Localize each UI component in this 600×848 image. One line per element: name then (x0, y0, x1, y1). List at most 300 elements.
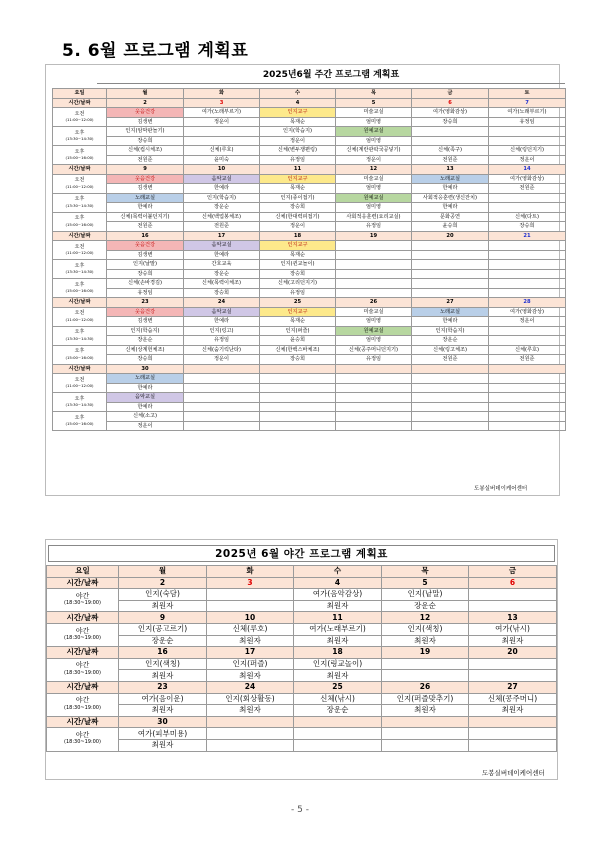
program-cell (336, 393, 412, 403)
weekly-table (52, 88, 566, 431)
program-cell: 인지교구 (260, 108, 336, 118)
evening-program-row (47, 728, 557, 740)
weekly-program-row (53, 184, 566, 194)
program-cell (489, 260, 566, 270)
staff-cell: 한예라 (184, 184, 260, 194)
program-cell: 인지(공고르기) (119, 623, 207, 635)
time-slot-label (53, 345, 107, 364)
weekly-program-row (53, 250, 566, 260)
program-cell: 인지(색칭) (119, 658, 207, 670)
date-cell: 19 (382, 647, 469, 659)
weekly-date-row (53, 364, 566, 374)
staff-cell (336, 383, 412, 393)
program-cell (207, 589, 294, 601)
program-cell (469, 728, 557, 740)
date-cell: 20 (412, 231, 489, 241)
time-slot-range: (13:30~14:30) (65, 136, 94, 141)
time-slot-name: 야간 (75, 626, 90, 635)
staff-cell (260, 383, 336, 393)
weekly-program-row (53, 374, 566, 384)
time-slot-label (53, 193, 107, 212)
program-cell: 여가(노래부르기) (184, 108, 260, 118)
time-date-label: 시간/날짜 (47, 612, 119, 624)
date-cell: 30 (107, 364, 184, 374)
staff-cell (469, 670, 557, 682)
date-cell: 5 (336, 98, 412, 108)
program-cell: 원예교실 (336, 193, 412, 203)
evening-header-cell: 화 (207, 566, 294, 578)
staff-cell: 유정임 (260, 155, 336, 165)
program-cell: 신체(한대력피접기) (260, 212, 336, 222)
date-cell: 17 (207, 647, 294, 659)
staff-cell: 목재순 (260, 317, 336, 327)
program-cell: 인지(회상활동) (207, 693, 294, 705)
date-cell: 6 (412, 98, 489, 108)
program-cell: 인지(색칭) (382, 623, 469, 635)
date-cell: 7 (489, 98, 566, 108)
program-cell (489, 412, 566, 422)
time-date-label: 시간/날짜 (47, 716, 119, 728)
time-slot-range: (13:30~14:30) (65, 335, 94, 341)
evening-date-row (47, 577, 557, 589)
staff-cell: 유정임 (260, 288, 336, 298)
staff-cell (489, 203, 566, 213)
page-number: - 5 - (291, 805, 309, 815)
staff-cell (489, 336, 566, 346)
date-cell: 3 (207, 577, 294, 589)
evening-program-row (47, 739, 557, 751)
program-cell: 여가(노래부르기) (294, 623, 382, 635)
program-cell: 인지(숙담) (119, 589, 207, 601)
date-cell: 12 (336, 165, 412, 175)
staff-cell: 장승희 (412, 117, 489, 127)
staff-cell (382, 739, 469, 751)
staff-cell: 장승희 (107, 136, 184, 146)
staff-cell (184, 136, 260, 146)
staff-cell: 정운이 (260, 222, 336, 232)
weekly-header-cell: 금 (412, 89, 489, 99)
page-heading: 5. 6월 프로그램 계획표 (62, 41, 249, 61)
program-cell (412, 374, 489, 384)
date-cell: 23 (107, 298, 184, 308)
time-slot-range: (15:00~16:00) (65, 155, 94, 160)
program-cell: 신체(고리던지기) (260, 279, 336, 289)
program-cell: 인지(퀸교놀이) (260, 260, 336, 270)
weekly-header-cell: 토 (489, 89, 566, 99)
program-cell: 음악교실 (184, 174, 260, 184)
weekly-header-cell: 목 (336, 89, 412, 99)
program-cell (294, 728, 382, 740)
weekly-program-row (53, 193, 566, 203)
staff-cell: 최원자 (294, 635, 382, 647)
weekly-program-row (53, 326, 566, 336)
time-slot-name: 오전 (74, 310, 85, 317)
staff-cell: 엄미영 (336, 117, 412, 127)
weekly-date-row (53, 98, 566, 108)
time-slot-name: 오후 (74, 281, 85, 288)
program-cell: 웃음건강 (107, 108, 184, 118)
program-cell: 인지(학습지) (412, 326, 489, 336)
time-slot-label (53, 108, 107, 127)
staff-cell: 한예라 (184, 317, 260, 327)
program-cell: 신체(상계헌체조) (107, 345, 184, 355)
program-cell: 인지(날말) (107, 260, 184, 270)
staff-cell: 정운이 (489, 317, 566, 327)
staff-cell: 전원준 (489, 184, 566, 194)
time-slot-label (53, 146, 107, 165)
weekly-program-row (53, 383, 566, 393)
date-cell: 19 (336, 231, 412, 241)
staff-cell: 정운이 (107, 421, 184, 431)
time-slot-name: 오후 (74, 329, 85, 336)
staff-cell: 장승희 (260, 203, 336, 213)
time-slot-range: (18:30~19:00) (64, 600, 101, 607)
staff-cell (489, 269, 566, 279)
staff-cell (489, 421, 566, 431)
staff-cell: 최원자 (382, 635, 469, 647)
program-cell: 인지교구 (260, 174, 336, 184)
staff-cell (412, 136, 489, 146)
staff-cell: 한예라 (412, 203, 489, 213)
staff-cell (294, 739, 382, 751)
date-cell (184, 364, 260, 374)
staff-cell: 윤미숙 (184, 155, 260, 165)
staff-cell: 한예라 (184, 250, 260, 260)
date-cell (260, 364, 336, 374)
staff-cell (412, 402, 489, 412)
staff-cell: 장운순 (119, 635, 207, 647)
staff-cell (489, 288, 566, 298)
program-cell: 신체(링고체조) (412, 345, 489, 355)
date-cell: 13 (469, 612, 557, 624)
date-cell: 24 (184, 298, 260, 308)
staff-cell: 유정임 (336, 355, 412, 365)
weekly-program-row (53, 222, 566, 232)
date-cell (412, 364, 489, 374)
staff-cell: 정운이 (184, 355, 260, 365)
staff-cell: 장운순 (184, 269, 260, 279)
date-cell: 16 (119, 647, 207, 659)
program-cell: 인지(퍼즐맞추기) (382, 693, 469, 705)
program-cell: 신체(손바경김) (107, 279, 184, 289)
program-cell: 신체(족구) (412, 146, 489, 156)
staff-cell: 엄미영 (336, 336, 412, 346)
time-slot-range: (13:30~14:30) (65, 202, 94, 208)
time-slot-name: 오전 (74, 376, 85, 383)
time-slot-label (53, 307, 107, 326)
staff-cell (489, 136, 566, 146)
time-slot-name: 오후 (74, 348, 85, 355)
staff-cell: 장승희 (107, 355, 184, 365)
program-cell: 음악교실 (107, 393, 184, 403)
staff-cell (412, 250, 489, 260)
weekly-title: 2025년6월 주간 프로그램 계획표 (97, 67, 565, 84)
program-cell: 노래교실 (412, 307, 489, 317)
weekly-header-cell: 화 (184, 89, 260, 99)
date-cell: 16 (107, 231, 184, 241)
time-slot-label (47, 658, 119, 681)
program-cell: 미술교실 (336, 307, 412, 317)
time-slot-label (53, 174, 107, 193)
program-cell: 사회적응훈련(생신잔치) (412, 193, 489, 203)
staff-cell: 한예라 (412, 184, 489, 194)
program-cell: 여가(영화감상) (489, 307, 566, 317)
time-date-label: 시간/날짜 (53, 298, 107, 308)
program-cell (260, 412, 336, 422)
weekly-program-row (53, 317, 566, 327)
staff-cell (412, 383, 489, 393)
staff-cell: 최원자 (207, 670, 294, 682)
time-slot-name: 야간 (75, 661, 90, 670)
staff-cell: 최원자 (382, 705, 469, 717)
weekly-program-row (53, 421, 566, 431)
staff-cell: 한예라 (412, 317, 489, 327)
staff-cell: 전원준 (412, 355, 489, 365)
date-cell: 9 (119, 612, 207, 624)
program-cell (489, 279, 566, 289)
weekly-program-row (53, 117, 566, 127)
program-cell: 신체(숨기릭난타) (184, 345, 260, 355)
time-slot-label (53, 127, 107, 146)
program-cell: 노래교실 (107, 193, 184, 203)
program-cell (489, 127, 566, 137)
time-slot-range: (11:00~12:00) (65, 316, 94, 322)
program-cell: 음악교실 (184, 241, 260, 251)
time-slot-name: 오후 (74, 395, 85, 402)
date-cell: 5 (382, 577, 469, 589)
program-cell: 신체(백업봉체조) (184, 212, 260, 222)
weekly-program-row (53, 412, 566, 422)
program-cell (489, 374, 566, 384)
staff-cell (469, 600, 557, 612)
program-cell: 웃음건강 (107, 174, 184, 184)
date-cell: 2 (119, 577, 207, 589)
date-cell: 18 (260, 231, 336, 241)
program-cell: 신체(컵시체조) (107, 146, 184, 156)
date-cell (382, 716, 469, 728)
date-cell: 18 (294, 647, 382, 659)
weekly-program-row (53, 203, 566, 213)
time-slot-name: 오전 (74, 177, 85, 184)
staff-cell: 유정임 (336, 222, 412, 232)
staff-cell: 장승희 (260, 269, 336, 279)
program-cell (184, 127, 260, 137)
staff-cell: 유정임 (107, 288, 184, 298)
staff-cell (336, 288, 412, 298)
program-cell: 여가(음이운) (119, 693, 207, 705)
staff-cell: 장운순 (294, 705, 382, 717)
program-cell (489, 393, 566, 403)
time-slot-label (47, 623, 119, 646)
evening-footer: 도봉실버데이케어센터 (482, 769, 545, 777)
weekly-program-row (53, 402, 566, 412)
weekly-program-row (53, 260, 566, 270)
staff-cell: 장승희 (184, 288, 260, 298)
weekly-program-row (53, 336, 566, 346)
staff-cell: 최원자 (119, 739, 207, 751)
date-cell (294, 716, 382, 728)
time-slot-range: (15:00~16:00) (65, 221, 94, 227)
evening-header-cell: 수 (294, 566, 382, 578)
staff-cell: 김생변 (107, 117, 184, 127)
program-cell: 인지교구 (260, 307, 336, 317)
time-slot-range: (18:30~19:00) (64, 704, 101, 711)
staff-cell: 김생변 (107, 250, 184, 260)
program-cell (412, 393, 489, 403)
staff-cell: 최원자 (119, 600, 207, 612)
time-slot-range: (11:00~12:00) (65, 183, 94, 189)
time-slot-label (47, 693, 119, 716)
time-slot-label (53, 241, 107, 260)
evening-program-row (47, 623, 557, 635)
time-slot-name: 오후 (74, 148, 85, 155)
weekly-program-row (53, 355, 566, 365)
program-cell: 인지(링교놀이) (294, 658, 382, 670)
time-date-label: 시간/날짜 (53, 364, 107, 374)
program-cell: 노래교실 (412, 174, 489, 184)
date-cell: 6 (469, 577, 557, 589)
staff-cell: 김생변 (107, 317, 184, 327)
date-cell (336, 364, 412, 374)
program-cell: 웃음건강 (107, 307, 184, 317)
staff-cell: 전원준 (184, 222, 260, 232)
time-slot-range: (11:00~12:00) (65, 117, 94, 122)
date-cell: 2 (107, 98, 184, 108)
staff-cell: 최원자 (294, 670, 382, 682)
weekly-program-row (53, 279, 566, 289)
time-slot-label (53, 279, 107, 298)
evening-program-row (47, 635, 557, 647)
weekly-header-row (53, 89, 566, 99)
time-slot-name: 오후 (74, 414, 85, 421)
date-cell: 28 (489, 298, 566, 308)
time-slot-range: (11:00~12:00) (65, 383, 94, 388)
program-cell (412, 412, 489, 422)
time-slot-range: (15:00~16:00) (65, 288, 94, 293)
staff-cell: 한예라 (107, 383, 184, 393)
staff-cell: 장운순 (412, 336, 489, 346)
staff-cell (184, 421, 260, 431)
program-cell (336, 279, 412, 289)
time-slot-label (53, 412, 107, 431)
time-slot-range: (18:30~19:00) (64, 669, 101, 676)
staff-cell (260, 402, 336, 412)
program-cell (207, 728, 294, 740)
staff-cell: 한예라 (107, 402, 184, 412)
program-cell: 미술교실 (336, 108, 412, 118)
program-cell: 인지(학습지) (260, 127, 336, 137)
program-cell: 여가(영화감상) (412, 108, 489, 118)
weekly-header-cell: 월 (107, 89, 184, 99)
weekly-program-row (53, 155, 566, 165)
date-cell: 25 (294, 681, 382, 693)
weekly-program-row (53, 212, 566, 222)
weekly-program-row (53, 146, 566, 156)
evening-header-cell: 월 (119, 566, 207, 578)
program-cell (489, 326, 566, 336)
staff-cell: 장운순 (382, 600, 469, 612)
date-cell: 13 (412, 165, 489, 175)
program-cell: 인지(암막판놀기) (107, 127, 184, 137)
program-cell: 문화공연 (412, 212, 489, 222)
program-cell: 노래교실 (107, 374, 184, 384)
staff-cell: 목재순 (260, 184, 336, 194)
evening-program-row (47, 589, 557, 601)
staff-cell (382, 670, 469, 682)
date-cell: 12 (382, 612, 469, 624)
date-cell: 9 (107, 165, 184, 175)
program-cell: 음악교실 (184, 307, 260, 317)
staff-cell (489, 383, 566, 393)
date-cell (469, 716, 557, 728)
time-slot-range: (15:00~16:00) (65, 421, 94, 426)
time-date-label: 시간/날짜 (47, 577, 119, 589)
evening-header-row (47, 566, 557, 578)
program-cell: 여가(피부미용) (119, 728, 207, 740)
staff-cell: 엄미영 (336, 136, 412, 146)
date-cell: 21 (489, 231, 566, 241)
program-cell: 여가(노래부르기) (489, 108, 566, 118)
time-slot-range: (13:30~14:30) (65, 402, 94, 407)
evening-header-cell: 목 (382, 566, 469, 578)
weekly-program-row (53, 108, 566, 118)
program-cell: 신체(변두쟁편링) (260, 146, 336, 156)
time-slot-range: (11:00~12:00) (65, 250, 94, 255)
time-slot-name: 야간 (75, 696, 90, 705)
staff-cell: 최원자 (119, 670, 207, 682)
date-cell: 10 (184, 165, 260, 175)
staff-cell: 장운순 (107, 336, 184, 346)
program-cell (382, 728, 469, 740)
date-cell (489, 364, 566, 374)
date-cell: 20 (469, 647, 557, 659)
time-slot-label (53, 212, 107, 231)
staff-cell (412, 269, 489, 279)
program-cell: 여가(음악감상) (294, 589, 382, 601)
staff-cell: 윤승희 (412, 222, 489, 232)
evening-date-row (47, 716, 557, 728)
date-cell: 26 (336, 298, 412, 308)
staff-cell: 한예라 (107, 203, 184, 213)
staff-cell: 최원자 (207, 705, 294, 717)
time-date-label: 시간/날짜 (53, 165, 107, 175)
evening-date-row (47, 681, 557, 693)
date-cell: 11 (294, 612, 382, 624)
date-cell (207, 716, 294, 728)
staff-cell: 목재순 (260, 117, 336, 127)
program-cell: 인지(학습지) (107, 326, 184, 336)
staff-cell: 목재순 (260, 250, 336, 260)
staff-cell (336, 421, 412, 431)
time-slot-label (53, 374, 107, 393)
time-slot-name: 오후 (74, 196, 85, 203)
weekly-header-cell: 요일 (53, 89, 107, 99)
program-cell: 미술교실 (336, 174, 412, 184)
evening-header-cell: 금 (469, 566, 557, 578)
weekly-program-row (53, 288, 566, 298)
staff-cell: 정운이 (184, 117, 260, 127)
program-cell: 신체(한백스바체조) (260, 345, 336, 355)
program-cell (412, 279, 489, 289)
weekly-program-row (53, 345, 566, 355)
program-cell: 인지(퍼즐) (207, 658, 294, 670)
program-cell: 간호교육 (184, 260, 260, 270)
date-cell: 11 (260, 165, 336, 175)
time-slot-name: 오전 (74, 110, 85, 117)
program-cell: 여가(영화감상) (489, 174, 566, 184)
date-cell: 4 (294, 577, 382, 589)
time-slot-name: 오후 (74, 129, 85, 136)
